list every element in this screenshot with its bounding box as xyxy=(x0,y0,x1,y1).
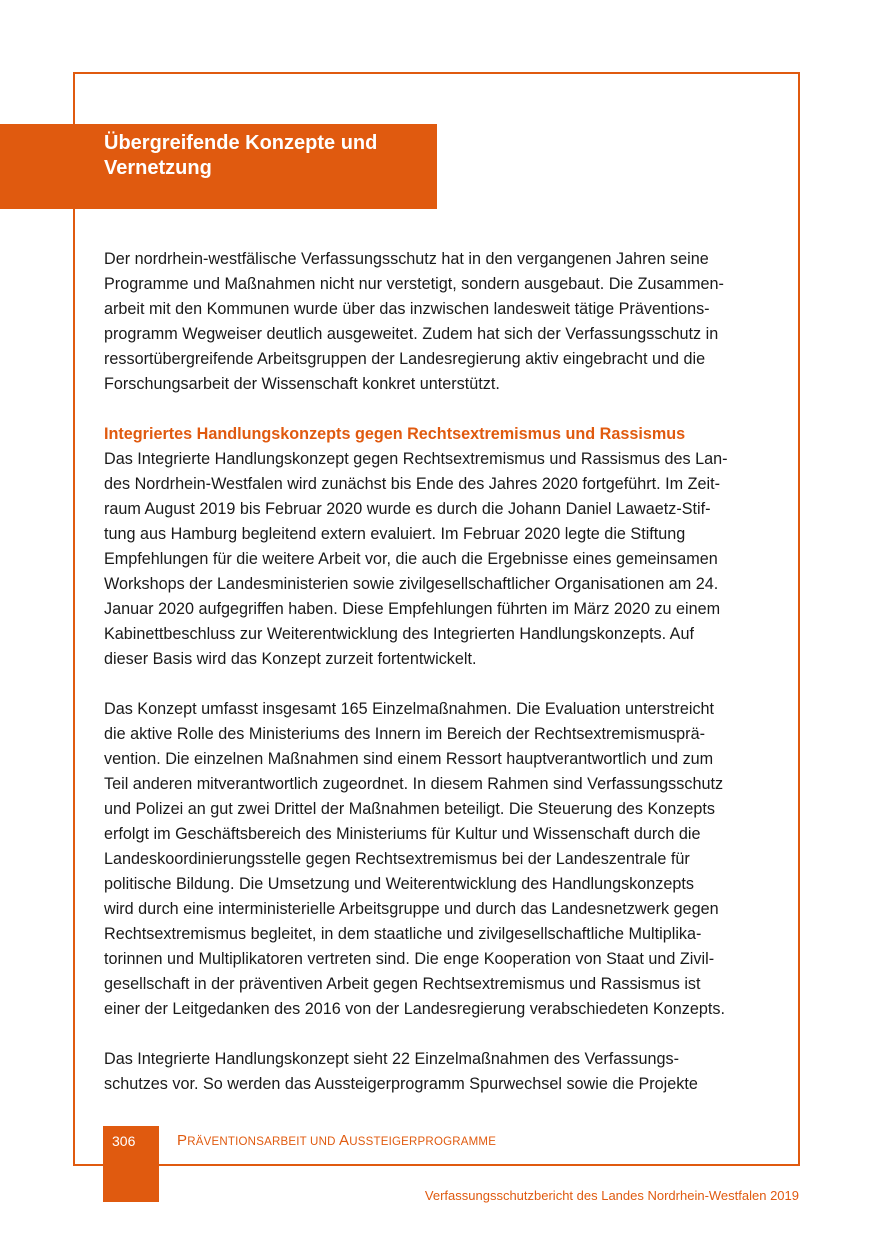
paragraph-gap xyxy=(104,397,774,422)
paragraph-handlungskonzept xyxy=(104,447,774,672)
text-line: torinnen und Multiplikatoren vertreten sind. Die enge Kooperation von Staat und Zivil- xyxy=(104,950,715,968)
text-line: Teil anderen mitverantwortlich zugeordnet. In diesem Rahmen sind Verfassungsschutz xyxy=(104,775,724,793)
paragraph-einzelmassnahmen xyxy=(104,1047,774,1097)
text-line: Das Integrierte Handlungskonzept gegen Rechtsextremismus und Rassismus des Lan- xyxy=(104,450,728,468)
text-line: Kabinettbeschluss zur Weiterentwicklung des Integrierten Handlungskonzepts. Auf xyxy=(104,625,694,643)
page-title-line: Vernetzung xyxy=(104,157,212,179)
text-line: des Nordrhein-Westfalen wird zunächst bis Ende des Jahres 2020 fortgeführt. Im Zeit- xyxy=(104,475,721,493)
page-title xyxy=(104,131,434,181)
report-footer: Verfassungsschutzbericht des Landes Nordrhein-Westfalen 2019 xyxy=(424,1188,799,1203)
text-line: Empfehlungen für die weitere Arbeit vor, die auch die Ergebnisse eines gemeinsamen xyxy=(104,550,718,568)
text-line: Rechtsextremismus begleitet, in dem staatliche und zivilgesellschaftliche Multiplika- xyxy=(104,925,702,943)
text-line: erfolgt im Geschäftsbereich des Ministeriums für Kultur und Wissenschaft durch die xyxy=(104,825,701,843)
text-line: Landeskoordinierungsstelle gegen Rechtsextremismus bei der Landeszentrale für xyxy=(104,850,690,868)
text-line: Forschungsarbeit der Wissenschaft konkret unterstützt. xyxy=(104,375,500,393)
paragraph-gap xyxy=(104,672,774,697)
text-line: vention. Die einzelnen Maßnahmen sind einem Ressort hauptverantwortlich und zum xyxy=(104,750,714,768)
text-line: ressortübergreifende Arbeitsgruppen der Landesregierung aktiv eingebracht und die xyxy=(104,350,706,368)
page-number: 306 xyxy=(112,1133,136,1149)
text-line: und Polizei an gut zwei Drittel der Maßnahmen beteiligt. Die Steuerung des Konzepts xyxy=(104,800,715,818)
text-line: dieser Basis wird das Konzept zurzeit fortentwickelt. xyxy=(104,650,477,668)
text-line: Das Konzept umfasst insgesamt 165 Einzelmaßnahmen. Die Evaluation unterstreicht xyxy=(104,700,715,718)
page-title-line: Übergreifende Konzepte und xyxy=(104,132,378,154)
paragraph-gap xyxy=(104,1022,774,1047)
text-line: programm Wegweiser deutlich ausgeweitet. Zudem hat sich der Verfassungsschutz in xyxy=(104,325,719,343)
text-line: arbeit mit den Kommunen wurde über das inzwischen landesweit tätige Präventions- xyxy=(104,300,710,318)
text-line: tung aus Hamburg begleitend extern evaluiert. Im Februar 2020 legte die Stiftung xyxy=(104,525,686,543)
text-line: politische Bildung. Die Umsetzung und Weiterentwicklung des Handlungskonzepts xyxy=(104,875,694,893)
running-section-label: PRÄVENTIONSARBEIT UND AUSSTEIGERPROGRAMME xyxy=(177,1132,497,1149)
paragraph-konzept-umfang xyxy=(104,697,774,1022)
section-subheading: Integriertes Handlungskonzepts gegen Rechtsextremismus und Rassismus xyxy=(104,425,686,443)
text-line: schutzes vor. So werden das Aussteigerprogramm Spurwechsel sowie die Projekte xyxy=(104,1075,698,1093)
text-line: Der nordrhein-westfälische Verfassungsschutz hat in den vergangenen Jahren seine xyxy=(104,250,709,268)
main-content xyxy=(104,247,774,1097)
text-line: die aktive Rolle des Ministeriums des Innern im Bereich der Rechtsextremismusprä- xyxy=(104,725,705,743)
text-line: Das Integrierte Handlungskonzept sieht 22 Einzelmaßnahmen des Verfassungs- xyxy=(104,1050,679,1068)
text-line: Workshops der Landesministerien sowie zivilgesellschaftlicher Organisationen am 24. xyxy=(104,575,719,593)
text-line: einer der Leitgedanken des 2016 von der Landesregierung verabschiedeten Konzepts. xyxy=(104,1000,725,1018)
text-line: gesellschaft in der präventiven Arbeit gegen Rechtsextremismus und Rassismus ist xyxy=(104,975,701,993)
text-line: Januar 2020 aufgegriffen haben. Diese Empfehlungen führten im März 2020 zu einem xyxy=(104,600,721,618)
text-line: raum August 2019 bis Februar 2020 wurde es durch die Johann Daniel Lawaetz-Stif- xyxy=(104,500,711,518)
text-line: wird durch eine interministerielle Arbeitsgruppe und durch das Landesnetzwerk gegen xyxy=(104,900,719,918)
paragraph-intro xyxy=(104,247,774,397)
text-line: Programme und Maßnahmen nicht nur verstetigt, sondern ausgebaut. Die Zusammen- xyxy=(104,275,724,293)
